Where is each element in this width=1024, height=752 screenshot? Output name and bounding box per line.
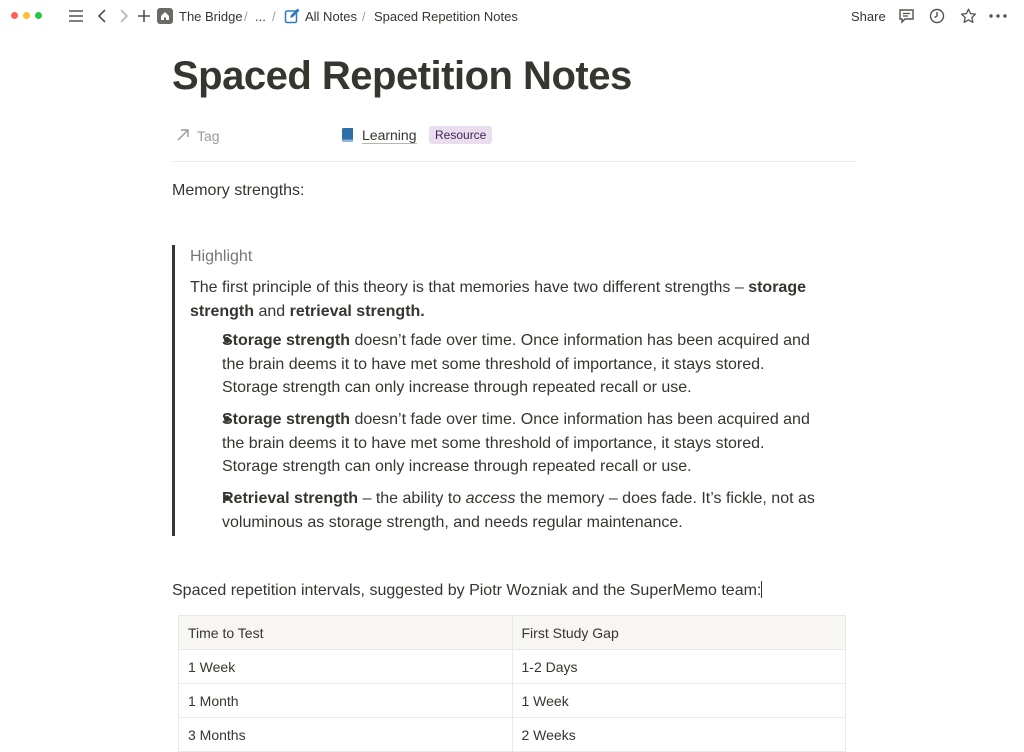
intervals-paragraph[interactable] — [172, 581, 762, 600]
breadcrumb-parent[interactable]: All Notes — [305, 9, 358, 24]
list-item — [222, 329, 822, 400]
table-header-cell[interactable]: Time to Test — [179, 616, 513, 650]
quote-intro-bold: retrieval strength. — [289, 303, 425, 320]
learning-relation-link[interactable]: Learning — [362, 127, 417, 143]
list-item-text: the brain deems it to have met some threshold of importance, it stays stored. — [222, 434, 765, 452]
list-item-bold: Storage strength — [222, 411, 351, 428]
maximize-window-button[interactable] — [35, 12, 42, 19]
breadcrumb-current[interactable]: Spaced Repetition Notes — [374, 9, 518, 24]
more-options-icon[interactable] — [989, 7, 1007, 25]
quote-intro-text: The first principle of this theory is that memories have two different strengths – — [190, 279, 749, 296]
sidebar-menu-icon[interactable] — [67, 7, 85, 25]
memory-strengths-heading[interactable]: Memory strengths: — [172, 182, 305, 199]
table-cell[interactable]: 3 Months — [179, 718, 513, 752]
window-controls — [11, 12, 42, 19]
intervals-text: Spaced repetition intervals, suggested by Piotr Wozniak and the SuperMemo team: — [172, 582, 762, 599]
highlight-quote-block[interactable] — [172, 245, 832, 536]
close-window-button[interactable] — [11, 12, 18, 19]
quote-intro-and: and — [254, 303, 290, 320]
quote-heading: Highlight — [190, 248, 253, 265]
property-label[interactable]: Tag — [197, 128, 220, 144]
list-item-bold: Retrieval strength — [222, 490, 359, 507]
share-button[interactable]: Share — [851, 9, 886, 24]
breadcrumb-separator: / — [362, 9, 366, 24]
list-item-text: Storage strength can only increase through repeated recall or use. — [222, 379, 692, 396]
minimize-window-button[interactable] — [23, 12, 30, 19]
breadcrumb-workspace[interactable]: The Bridge — [179, 9, 243, 24]
relation-arrow-icon — [176, 128, 190, 147]
intervals-table — [178, 615, 846, 752]
list-item-text: voluminous as storage strength, and needs regular maintenance. — [222, 513, 683, 531]
top-bar — [0, 0, 1024, 33]
divider — [172, 161, 856, 162]
table-cell[interactable]: 1 Week — [512, 684, 846, 718]
back-arrow-icon[interactable] — [93, 7, 111, 25]
list-item-bold: Storage strength — [222, 332, 351, 349]
list-item-text: Storage strength can only increase through repeated recall or use. — [222, 458, 692, 475]
tag-property-row — [172, 124, 856, 152]
edit-note-icon — [283, 7, 301, 25]
new-page-plus-icon[interactable] — [135, 7, 153, 25]
list-item-text: doesn’t fade over time. Once information has been acquired and — [350, 411, 810, 428]
history-clock-icon[interactable] — [928, 7, 946, 25]
list-item-text: – the ability to — [358, 490, 466, 507]
breadcrumb-separator: / — [244, 9, 248, 24]
table-header-cell[interactable]: First Study Gap — [512, 616, 846, 650]
table-cell[interactable]: 1 Month — [179, 684, 513, 718]
comment-icon[interactable] — [897, 7, 915, 25]
quote-intro — [190, 276, 830, 324]
table-row — [179, 684, 846, 718]
list-item-text: the brain deems it to have met some threshold of importance, it stays stored. — [222, 355, 765, 373]
favorite-star-icon[interactable] — [959, 7, 977, 25]
list-item-text: the memory – does fade. It’s fickle, not as — [515, 490, 815, 507]
home-icon — [157, 8, 173, 24]
list-item — [222, 487, 822, 534]
list-item-text: doesn’t fade over time. Once information has been acquired and — [350, 332, 810, 349]
text-cursor — [761, 581, 762, 598]
page-title[interactable]: Spaced Repetition Notes — [172, 54, 632, 98]
forward-arrow-icon[interactable] — [115, 7, 133, 25]
resource-tag-pill[interactable]: Resource — [429, 126, 492, 144]
table-cell[interactable]: 1-2 Days — [512, 650, 846, 684]
quote-intro-bold: storage strength — [190, 279, 806, 320]
table-cell[interactable]: 2 Weeks — [512, 718, 846, 752]
breadcrumb-separator: / — [272, 9, 276, 24]
table-cell[interactable]: 1 Week — [179, 650, 513, 684]
list-item-italic: access — [465, 490, 516, 507]
list-item — [222, 408, 822, 479]
breadcrumb-ellipsis[interactable]: ... — [255, 9, 266, 24]
table-row — [179, 650, 846, 684]
book-icon — [340, 127, 355, 148]
table-header-row — [179, 616, 846, 650]
